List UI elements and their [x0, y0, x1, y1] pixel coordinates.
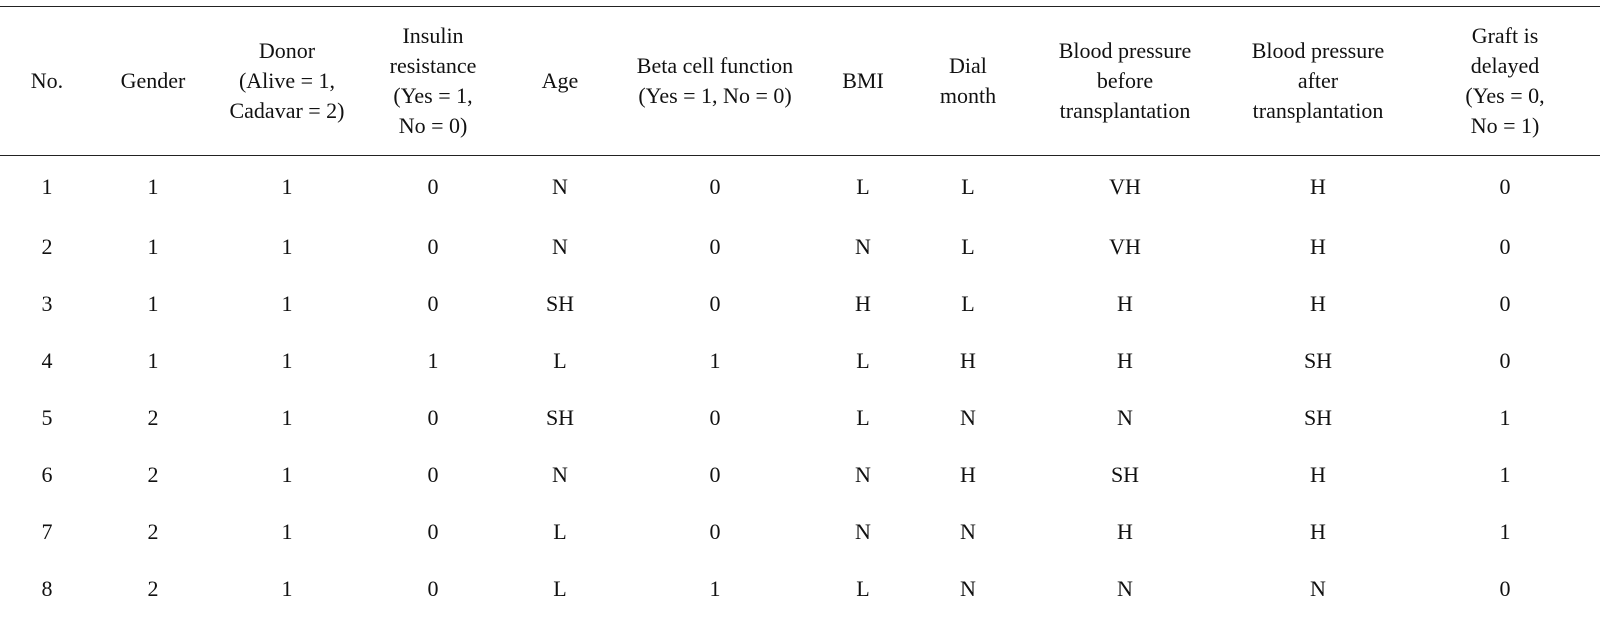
table-cell: 1 [427, 347, 439, 373]
data-table-container [0, 6, 1600, 617]
table-cell: 1 [281, 290, 293, 316]
table-cell: 0 [427, 233, 439, 259]
table-cell: 0 [709, 233, 721, 259]
table-cell: 2 [147, 518, 159, 544]
column-header-line: before [1096, 68, 1154, 93]
table-cell: H [855, 290, 871, 316]
table-cell: 6 [41, 461, 53, 487]
table-cell: H [1117, 290, 1133, 316]
table-cell: 0 [1499, 174, 1511, 199]
table-cell: H [1310, 518, 1326, 544]
table-cell: 1 [281, 404, 293, 430]
table-cell: H [1117, 347, 1133, 373]
table-cell: N [1117, 575, 1133, 601]
column-header [0, 7, 94, 156]
table-cell: H [1117, 518, 1133, 544]
column-header-line: Insulin [402, 23, 464, 48]
table-cell: N [855, 518, 871, 544]
table-cell: 1 [147, 347, 159, 373]
table-row [0, 446, 1600, 503]
table-cell: L [856, 174, 870, 199]
column-header-line: Beta cell function [636, 53, 794, 78]
column-header-line: Dial [949, 53, 987, 78]
column-header-line: No. [30, 68, 64, 93]
table-cell: 2 [147, 404, 159, 430]
table-cell: 1 [41, 174, 53, 199]
table-cell: SH [1110, 461, 1140, 487]
table-cell: H [1310, 290, 1326, 316]
table-cell: H [1310, 174, 1326, 199]
table-cell: N [960, 575, 976, 601]
table-row [0, 503, 1600, 560]
table-cell: 1 [281, 461, 293, 487]
column-header-line: No = 0) [398, 113, 468, 138]
table-cell: 0 [427, 290, 439, 316]
table-cell: L [856, 347, 870, 373]
table-cell: H [960, 461, 976, 487]
column-header-line: delayed [1470, 53, 1540, 78]
table-cell: 0 [1499, 347, 1511, 373]
column-header [616, 7, 814, 156]
table-cell: L [553, 575, 567, 601]
column-header [1226, 7, 1410, 156]
column-header-line: Blood pressure [1058, 38, 1192, 63]
column-header [912, 7, 1024, 156]
table-cell: L [856, 404, 870, 430]
table-row [0, 156, 1600, 219]
table-cell: L [553, 518, 567, 544]
table-cell: H [960, 347, 976, 373]
table-cell: 0 [427, 518, 439, 544]
column-header-line: Gender [120, 68, 186, 93]
table-cell: 1 [1499, 461, 1511, 487]
table-cell: 1 [147, 233, 159, 259]
column-header-line: (Yes = 1, [393, 83, 473, 108]
table-cell: L [553, 347, 567, 373]
column-header-line: BMI [842, 68, 884, 93]
table-row [0, 218, 1600, 275]
table-cell: 8 [41, 575, 53, 601]
table-cell: N [855, 461, 871, 487]
table-cell: 0 [427, 404, 439, 430]
table-cell: 2 [147, 461, 159, 487]
table-cell: SH [545, 404, 575, 430]
table-cell: SH [1303, 347, 1333, 373]
table-row [0, 332, 1600, 389]
table-cell: SH [1303, 404, 1333, 430]
column-header-line: Donor [258, 38, 316, 63]
table-cell: 1 [281, 518, 293, 544]
table-cell: VH [1109, 174, 1141, 199]
table-cell: 0 [709, 404, 721, 430]
table-cell: 0 [427, 461, 439, 487]
table-cell: 5 [41, 404, 53, 430]
table-cell: H [1310, 233, 1326, 259]
table-row [0, 389, 1600, 446]
column-header [814, 7, 912, 156]
table-cell: N [1117, 404, 1133, 430]
column-header [94, 7, 212, 156]
column-header [504, 7, 616, 156]
table-cell: L [961, 233, 975, 259]
header-row [0, 7, 1600, 156]
table-cell: 1 [281, 347, 293, 373]
column-header-line: Age [541, 68, 579, 93]
table-row [0, 275, 1600, 332]
column-header-line: transplantation [1252, 98, 1384, 123]
table-cell: 2 [147, 575, 159, 601]
table-cell: N [960, 404, 976, 430]
table-cell: 1 [281, 233, 293, 259]
table-cell: H [1310, 461, 1326, 487]
table-cell: 0 [709, 461, 721, 487]
table-cell: 0 [709, 290, 721, 316]
table-header [0, 7, 1600, 156]
table-cell: 0 [1499, 290, 1511, 316]
table-cell: N [855, 233, 871, 259]
table-cell: 4 [41, 347, 53, 373]
table-cell: VH [1109, 233, 1141, 259]
table-cell: SH [545, 290, 575, 316]
table-cell: 0 [1499, 233, 1511, 259]
column-header-line: Cadavar = 2) [229, 98, 345, 123]
table-cell: N [552, 174, 568, 199]
table-cell: 1 [709, 347, 721, 373]
patient-data-table [0, 6, 1600, 617]
table-cell: 1 [281, 174, 293, 199]
column-header-line: Blood pressure [1251, 38, 1385, 63]
table-cell: N [960, 518, 976, 544]
table-cell: L [961, 174, 975, 199]
column-header [1410, 7, 1600, 156]
table-cell: 2 [41, 233, 53, 259]
table-cell: 0 [427, 575, 439, 601]
table-cell: 1 [147, 174, 159, 199]
table-cell: 7 [41, 518, 53, 544]
column-header [212, 7, 362, 156]
table-row [0, 560, 1600, 617]
table-body [0, 156, 1600, 617]
table-cell: N [552, 461, 568, 487]
column-header-line: (Yes = 1, No = 0) [638, 83, 792, 108]
column-header-line: (Yes = 0, [1465, 83, 1545, 108]
column-header-line: month [939, 83, 997, 108]
table-cell: 0 [427, 174, 439, 199]
column-header-line: resistance [389, 53, 477, 78]
table-cell: 3 [41, 290, 53, 316]
table-cell: 0 [1499, 575, 1511, 601]
table-cell: 1 [147, 290, 159, 316]
table-cell: N [1310, 575, 1326, 601]
table-cell: N [552, 233, 568, 259]
table-cell: L [856, 575, 870, 601]
table-cell: 0 [709, 518, 721, 544]
table-cell: 1 [1499, 404, 1511, 430]
column-header-line: No = 1) [1470, 113, 1540, 138]
column-header-line: (Alive = 1, [238, 68, 336, 93]
column-header-line: transplantation [1059, 98, 1191, 123]
table-cell: 1 [709, 575, 721, 601]
column-header-line: after [1297, 68, 1339, 93]
table-cell: 1 [1499, 518, 1511, 544]
table-cell: 0 [709, 174, 721, 199]
column-header [362, 7, 504, 156]
table-cell: 1 [281, 575, 293, 601]
column-header [1024, 7, 1226, 156]
table-cell: L [961, 290, 975, 316]
column-header-line: Graft is [1471, 23, 1539, 48]
